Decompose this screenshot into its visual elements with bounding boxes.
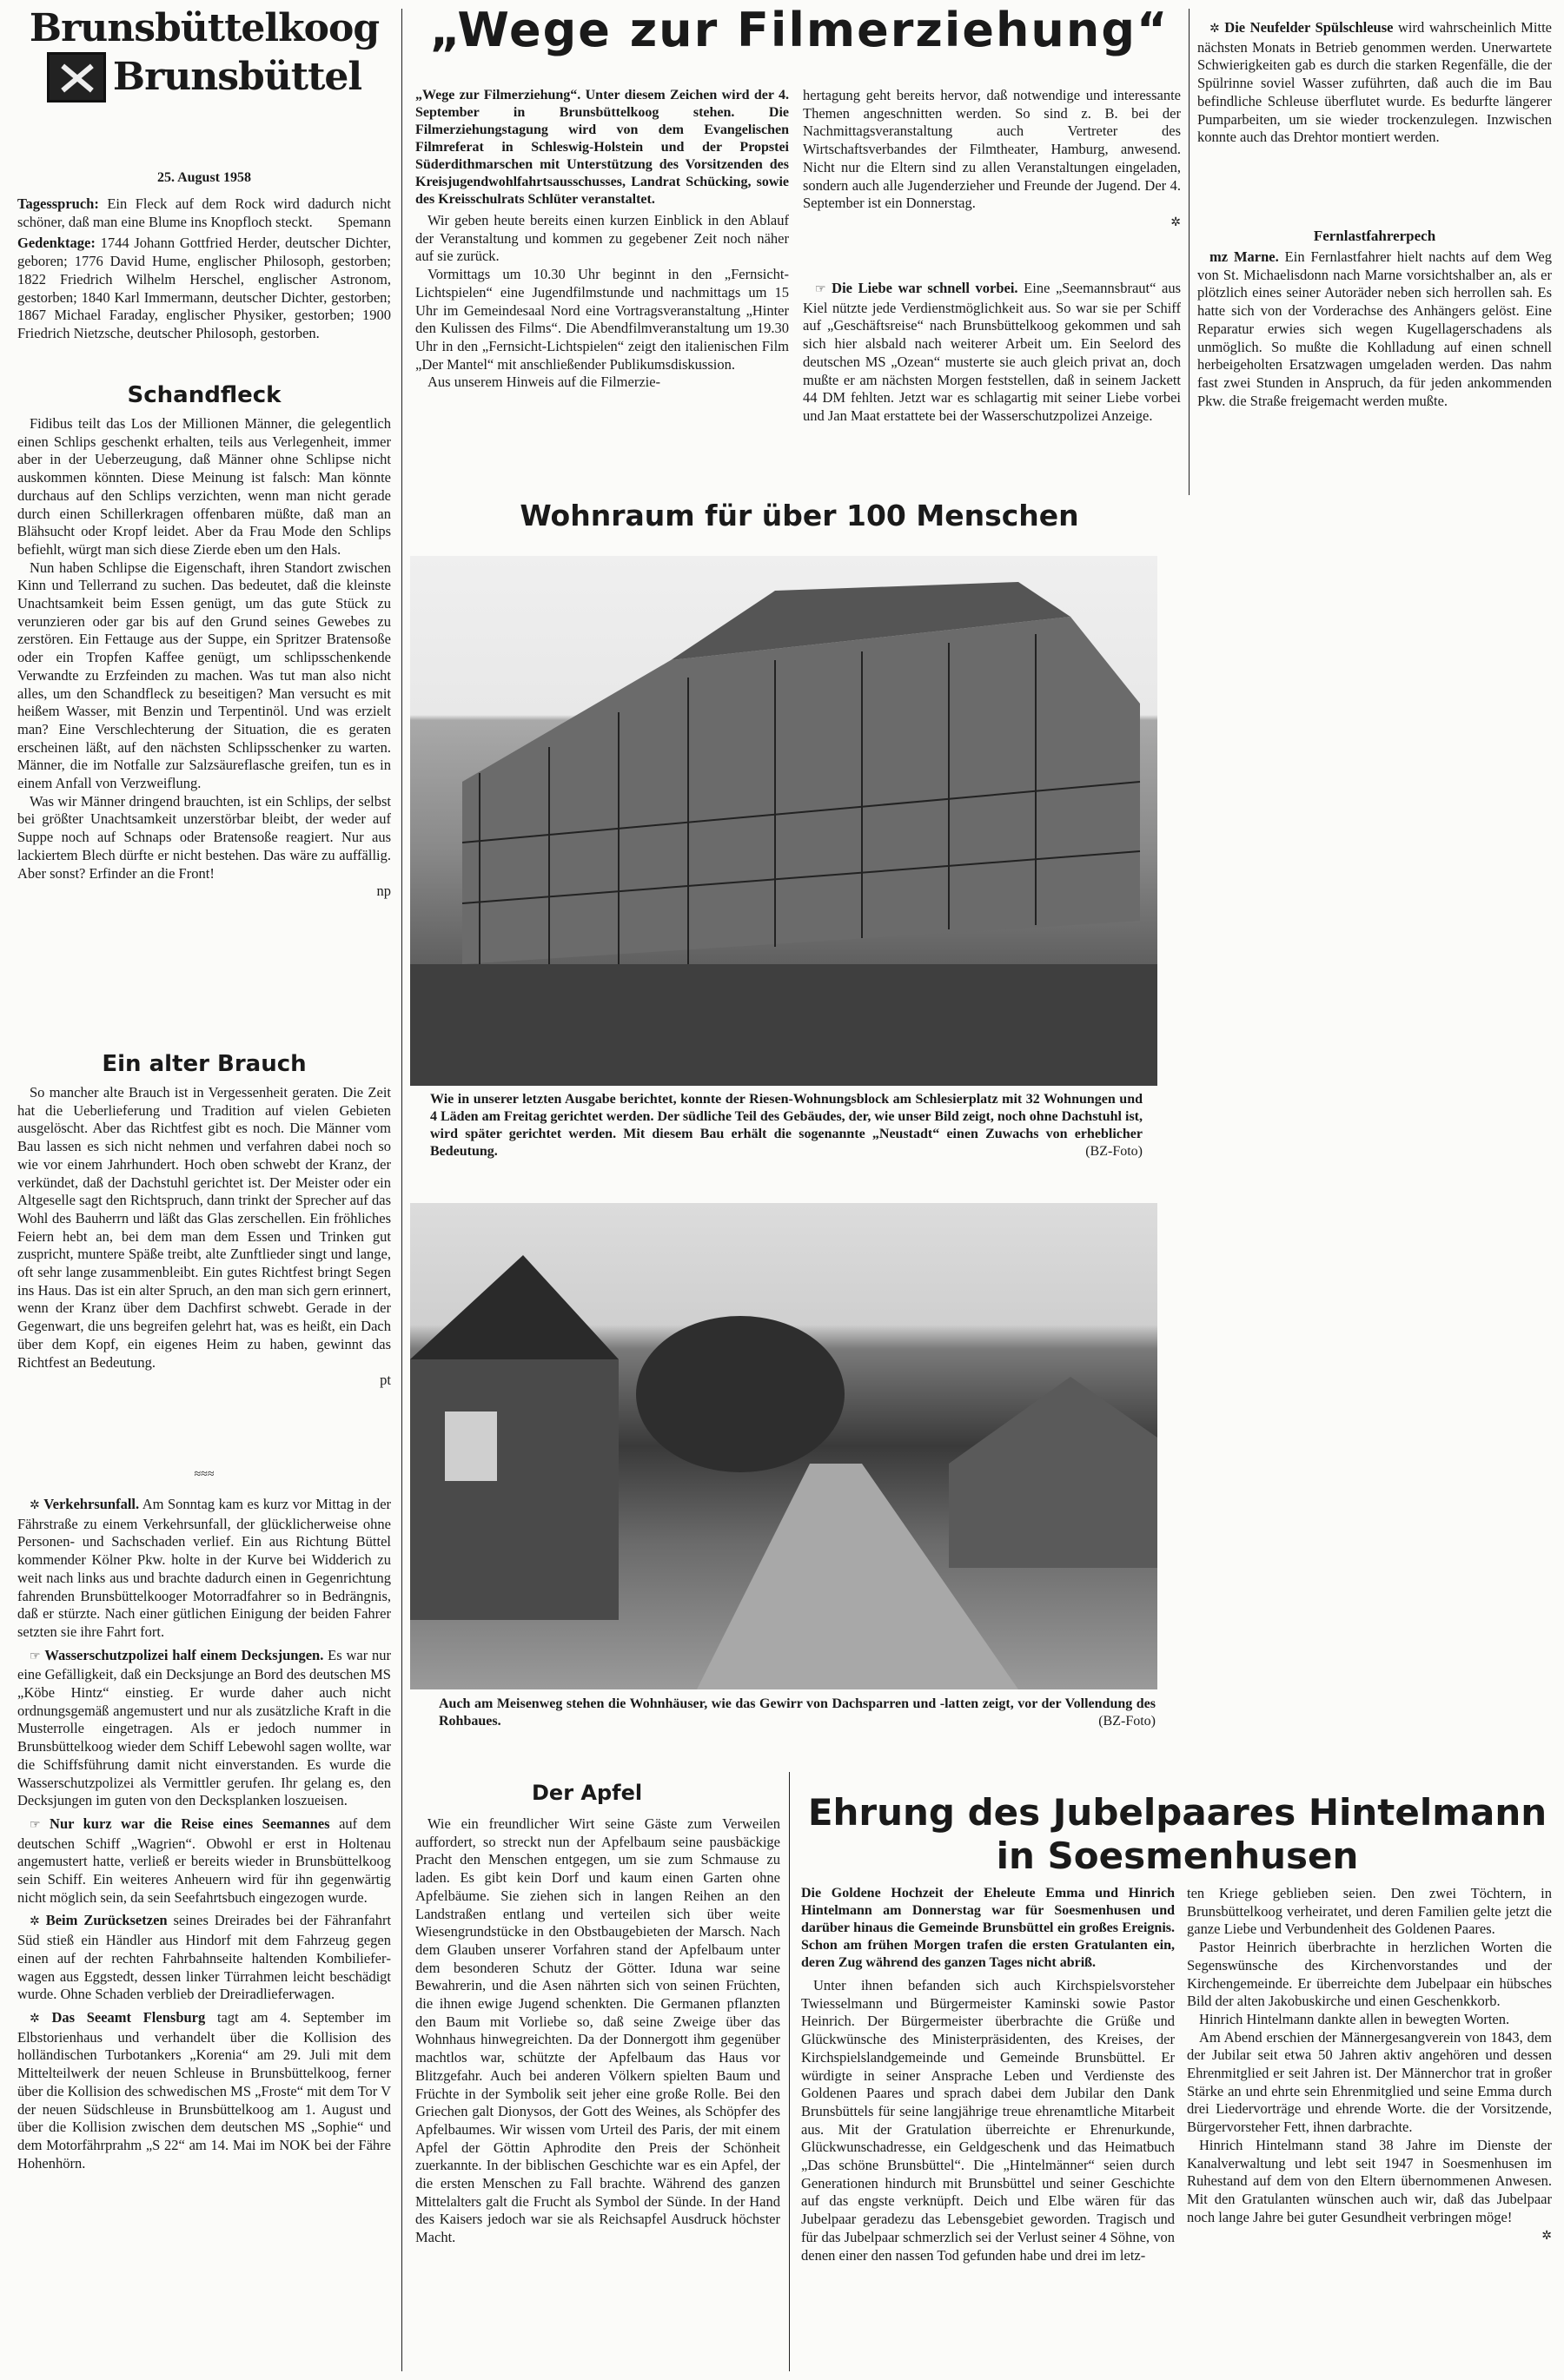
note-text: seines Dreirades bei der Fähranfahrt Süd stieß ein Händler aus Hindorf mit dem Fahrzeug gegen einen auf der rechten Fahrbahnseite haltenden Kombilieferwagen aus Eggstedt, dessen linker Türrahmen leicht beschädigt wurde. Ohne Schaden verblieb der Dreiradlieferwagen. <box>17 1912 391 2003</box>
wohnraum-title: Wohnraum für über 100 Menschen <box>520 499 1079 532</box>
fernlast-lead: mz Marne. <box>1209 248 1279 265</box>
brauch-title: Ein alter Brauch <box>102 1051 307 1077</box>
note-lead: Verkehrsunfall. <box>43 1496 140 1512</box>
ehrung-title-line1: Ehrung des Jubelpaares Hintelmann <box>807 1791 1547 1834</box>
photo2-caption <box>439 1696 1156 1730</box>
brauch-para: So mancher alte Brauch ist in Vergessenheit geraten. Die Zeit hat die Ueberlieferung und Tradition auf vielen Gebieten ausgelöscht. Aber das Richtfest gibt es noch. Die Männer vom Bau lassen es sich nicht nehmen und verfahren dabei noch so wie vor einem Jahrhundert. Hoch oben schwebt der Kranz, der verkündet, daß der Dachstuhl gerichtet ist. Der Meister oder ein Altgeselle sagt den Richtspruch, dann trinkt der Sprecher auf das Wohl des Bauherrn und läßt das Glas zerschellen. Ein fröhliches Feiern hebt an, bei dem man dem Essen und Trinken gut zuspricht, muntere Späße treibt, alte Zunftlieder singt und lange, oft sehr lange zusammenbleibt. Ein gutes Richtfest bringt Segen ins Haus. Das ist ein alter Spruch, an den man sich gern erinnert, wenn der Kranz über dem Dachfirst schwebt. Gerade in der Gegenwart, die uns begreifen gelehrt hat, was es heißt, ein Dach über dem Kopf, ein eigenes Heim zu haben, gewinnt das Richtfest an Bedeutung. <box>17 1084 391 1371</box>
ehrung-title-line2: in Soesmenhusen <box>996 1835 1359 1877</box>
apfel-text: Wie ein freundlicher Wirt seine Gäste zum Verweilen auffordert, so streckt nun der Apfelbaum seine pausbäckige Pracht den Menschen entgegen, um sie zum Schmause zu laden. Es gibt kein Dorf und kaum einen Garten ohne Apfelbäume. Sie ziehen sich in langen Reihen an den Landstraßen entlang und verteilen sich über weite Wiesengrundstücke in den Obstbaugebieten der Marsch. Nach dem Glauben unserer Vorfahren stand der Apfelbaum unter dem besonderen Schutz der Götter. Iduna war seine Bewahrerin, und die Asen nährten sich von seinen Früchten, die ihnen ewige Jugend schenkten. Die Germanen pflanzten den Baum mit Vorliebe so, daß seine Zweige über das Wohnhaus hinwegreichten. Da der Donnergott ihm gegenüber machtlos war, schützte der Apfelbaum das Haus vor Blitzgefahr. Auch bei anderen Völkern spielten Baum und Früchte in der Symbolik seit jeher eine große Rolle. Bei den Griechen galt Dionysos, der Gott des Weines, als Schöpfer des Apfelbaumes. Wir wissen vom Urteil des Paris, der mit einem Apfel der Göttin Aphrodite den Preis der Schönheit zuerkannte. In der biblischen Geschichte war es ein Apfel, der die ersten Menschen zu Fall brachte. Während des ganzen Mittelalters galt die Frucht als Symbol der Sünde. In der Hand des Kaisers jedoch war sie als Reichsapfel Ausdruck höchster Macht. <box>415 1815 780 2246</box>
ehrung-para: ten Kriege geblieben seien. Den zwei Töchtern, in Brunsbüttelkoog verheiratet, und deren Familien gelte jetzt die ganze Liebe und Verbundenheit des Goldenen Paares. <box>1187 1885 1552 1938</box>
gedenktage-text: 1744 Johann Gottfried Herder, deutscher Dichter, geboren; 1776 David Hume, englischer Philosoph, gestorben; 1822 Friedrich Wilhelm Herschel, englischer Astronom, gestorben; 1840 Karl Immermann, deutscher Dichter, gestorben; 1867 Michael Faraday, englischer Physiker, gestorben; 1900 Friedrich Nietzsche, deutscher Philosoph, gestorben. <box>17 235 391 341</box>
star-icon: ✲ <box>30 1499 40 1512</box>
pointing-hand-icon: ☞ <box>815 283 826 296</box>
street-illustration <box>410 1203 1157 1689</box>
star-icon: ✲ <box>1209 23 1220 36</box>
masthead-title <box>17 5 391 102</box>
photo-building-construction <box>410 556 1157 1086</box>
masthead-line1: Brunsbüttelkoog <box>29 6 380 50</box>
note-text: Am Sonntag kam es kurz vor Mittag in der Fährstraße zu einem Verkehrsunfall, der glücklicherweise ohne Personen- und Sachschaden verlief. Ein aus Richtung Büttel kommender Kölner Pkw. holte in der Kurve bei Widderich zu weit nach links aus und brachte dadurch einen in Gegenrichtung fahrenden Brunsbüttelkooger Motorradfahrer so in Bedrängnis, daß er stürzte. Nach einer gütlichen Einigung der beiden Fahrer setzten sie ihre Fahrt fort. <box>17 1496 391 1640</box>
ehrung-para: Am Abend erschien der Männergesangverein von 1843, dem der Jubilar seit etwa 50 Jahren aktiv angehören und dessen Ehrenmitglied er seit Jahren ist. Der Männerchor trat in großer Stärke an und ehrte sein Ehrenmitglied und seine Emma durch drei Liedervorträge und ehrende Worte. die der Vorsitzende, Bürgervorsteher Fett, ihnen darbrachte. <box>1187 2028 1552 2136</box>
fernlast-body <box>1197 248 1552 483</box>
film-para: Aus unserem Hinweis auf die Filmerzie- <box>427 374 661 391</box>
fernlast-text: Ein Fernlastfahrer hielt nachts auf dem Weg von St. Michaelisdonn nach Marne vorsichtshalber an, als er plötzlich eines seiner Autoräder neben sich herrollen sah. Es hatte sich von der Vorderachse des Anhängers gelöst. Eine Reparatur erwies sich wegen Kugellagerschadens als unmöglich. So mußte die Kohlladung auf einen schnell herbeigeholten Ersatzwagen umgeladen werden. Das nahm fast zwei Stunden in Anspruch, da für jeden ankommenden Pkw. die Straße freigemacht werden mußte. <box>1197 248 1552 409</box>
tagesspruch-author: Spemann <box>337 213 391 230</box>
ehrung-para: Unter ihnen befanden sich auch Kirchspielsvorsteher Twiesselmann und Bürgermeister Kaminski sowie Pastor Heinrich. Der Bürgermeister überbrachte die Grüße und Glückwünsche des Ministerpräsidenten, des Kreises, der Kirchspielslandgemeinde und Gemeinde Brunsbüttel. Er würdigte in seiner Ansprache Leben und Verdienste des Goldenen Paares und sprach dabei dem Jubilar den Dank Brunsbüttels für seine langjährige treue ehrenamtliche Mitarbeit aus. Mit der Gratulation überreichte er Ehrenurkunde, Glückwunschadresse, ein Geldgeschenk und das Heimatbuch „Das schöne Brunsbüttel“. Die „Hintelmänner“ seien durch Generationen hindurch mit Brunsbüttel und seiner Geschichte auf das engste verknüpft. Deich und Elbe wären für das Jubelpaar geradezu das Lebensgebiet geworden. Tragisch und für das Jubelpaar schmerzlich sei der Verlust seiner 4 Söhne, von denen einer den nassen Tod gefunden habe und drei im letz- <box>801 1977 1175 2264</box>
caption-text: Auch am Meisenweg stehen die Wohnhäuser, wie das Gewirr von Dachsparren und -latten zeigt, vor der Vollendung des Rohbaues. <box>439 1696 1156 1729</box>
tagesspruch-label: Tagesspruch: <box>17 195 99 212</box>
note-lead: Beim Zurücksetzen <box>45 1912 168 1929</box>
liebe-note <box>803 280 1181 484</box>
schandfleck-para: Fidibus teilt das Los der Millionen Männer, die gelegentlich einen Schlips geschenkt erhalten, teils aus Verlegenheit, immer aber in der Ueberzeugung, daß Männer ohne Schlipse nicht auskommen könnten. Diese Meinung ist falsch: Man könnte durchaus auf den Schlips verzichten, wenn man nicht gerade durch einen Schillerkragen offenbaren müßte, daß man an Blähsucht oder Kropf leidet. Aber da Frau Mode den Schlips befiehlt, würgt man sich diese Zierde eben um den Hals. <box>17 415 391 558</box>
note-lead: Das Seeamt Flensburg <box>51 2008 206 2026</box>
film-col2 <box>803 87 1181 252</box>
masthead-line2: Brunsbüttel <box>112 55 362 99</box>
schandfleck-sign: np <box>376 883 391 900</box>
gedenktage-label: Gedenktage: <box>17 235 96 252</box>
column-rule <box>1189 9 1190 495</box>
film-para: Vormittags um 10.30 Uhr beginnt in den „Fernsicht-Lichtspielen“ eine Jugendfilmstunde und nachmittags um 15 Uhr im Gemeindesaal Nord eine Vortragsveranstaltung „Hinter den Kulissen des Films“. Die Abendfilmveranstaltung um 19.30 Uhr in den „Fernsicht-Lichtspielen“ zeigt den italienischen Film „Der Mantel“ mit anschließender Publikumsdiskussion. <box>415 266 789 373</box>
ehrung-col1 <box>801 1885 1175 2371</box>
ehrung-para: Pastor Heinrich überbrachte in herzlichen Worten die Segenswünsche des Kirchenvorstandes und der Kirchengemeinde. Er überreichte dem Jubelpaar ein hübsches Bild der alten Jakobuskirche und einen Geschenkkorb. <box>1187 1939 1552 2010</box>
separator-mark: ≈≈≈ <box>194 1468 215 1481</box>
ehrung-lead: Die Goldene Hochzeit der Eheleute Emma und Hinrich Hintelmann am Donnerstag war für Soesmenhusen und darüber hinaus die Gemeinde Brunsbüttel ein großes Ereignis. Schon am frühen Morgen trafen die ersten Gratulanten ein, deren Zug während des ganzen Tages nicht abriß. <box>801 1886 1175 1970</box>
schandfleck-para: Nun haben Schlipse die Eigenschaft, ihren Standort zwischen Kinn und Tellerrand zu suchen. Das bedeutet, daß die kleinste Unachtsamkeit beim Essen genügt, um das gute Stück zu verunzieren oder gar bis auf den Grund seines Gewebes zu zerstören. Ein Fettauge aus der Suppe, ein Spritzer Bratensoße oder ein Tropfen Kaffee genügt, um schlipsschenkende Verwandte zu Erzfeinden zu machen. Was tut man also nicht alles, um den Schandfleck zu beseitigen? Man versucht es mit heißem Wasser, mit Benzin und Terpentinöl. Und was erzielt man? Eine Verschlechterung der Situation, die es geraten erscheinen läßt, auf den nächsten Schlipsschenker zu warten. Männer, die im Notfalle zur Salzsäureflasche greifen, tun es in einem Anfall von Verzweiflung. <box>17 559 391 792</box>
photo-street-houses <box>410 1203 1157 1689</box>
note-lead: Nur kurz war die Reise eines Seemannes <box>50 1815 330 1832</box>
apfel-body <box>415 1815 780 2371</box>
ehrung-col2 <box>1187 1885 1552 2371</box>
star-icon: ✲ <box>30 1915 40 1929</box>
pointing-hand-icon: ☞ <box>30 1649 41 1663</box>
ehrung-para: Hinrich Hintelmann stand 38 Jahre im Dienste der Kanalverwaltung und lebt seit 1947 in Soesmenhusen im Ruhestand auf dem von den Eltern übernommenen Anwesen. Mit den Gratulanten wünschen auch wir, daß das Jubelpaar noch lange Jahre bei guter Gesundheit verbringen möge! <box>1187 2136 1552 2225</box>
schandfleck-body <box>17 415 391 1049</box>
apfel-title: Der Apfel <box>532 1781 643 1805</box>
schandfleck-para: Was wir Männer dringend brauchten, ist ein Schlips, der selbst bei größter Unachtsamkeit unzerstörbar bleibt, der weder auf Suppe noch auf Schnaps oder Bratensoße reagiert. Nur aus lackiertem Blech dürfte er nicht bestehen. Das wäre zu auffällig. Aber sonst? Erfinder an die Front! <box>17 792 391 882</box>
star-icon: ✲ <box>1541 2230 1552 2244</box>
film-continuation: hertagung geht bereits hervor, daß notwendige und interessante Themen angeschnitten werden. So sind z. B. bei der Nachmittagsveranstaltung auch Vertreter des Wirtschaftsverbandes der Filmtheater, Hamburg, anwesend. Nicht nur die Eltern sind zu allen Veranstaltungen eingeladen, sondern auch alle Jugenderzieher und Freunde der Jugend. Der 4. September ist ein Donnerstag. <box>803 87 1181 212</box>
left-notes <box>17 1491 391 2368</box>
column-rule <box>401 9 402 2371</box>
pointing-hand-icon: ☞ <box>30 1818 41 1832</box>
column-rule <box>789 1772 790 2371</box>
star-icon: ✲ <box>30 2012 40 2026</box>
caption-text: Wie in unserer letzten Ausgabe berichtet, konnte der Riesen-Wohnungsblock am Schlesierplatz mit 32 Wohnungen und 4 Läden am Freitag gerichtet werden. Der südliche Teil des Gebäudes, der, wie unser Bild zeigt, noch ohne Dachstuhl ist, wird später gerichtet werden. Mit diesem Bau erhält die sogenannte „Neustadt“ einen Zuwachs von erheblicher Bedeutung. <box>430 1092 1143 1159</box>
note-text: tagt am 4. September im Elbstorienhaus und verhandelt über die Kollision des holländischen Turbotankers „Korenia“ am 29. Juli mit dem Mittelteilwerk der neuen Schleuse in Brunsbüttelkoog, ferner über die Kollision des schwedischen MS „Froste“ mit dem Tor V der neuen Südschleuse in Brunsbüttelkoog am 1. August und über die Kollision zwischen dem deutschen MS „Sophie“ und dem Motorfährprahm „S 22“ am 14. Mai im NOK bei der Fähre Hohenhörn. <box>17 2008 391 2172</box>
photo-credit: (BZ-Foto) <box>1098 1714 1156 1729</box>
spuel-note <box>1197 19 1552 202</box>
brauch-sign: pt <box>380 1372 391 1389</box>
photo-credit: (BZ-Foto) <box>1085 1144 1143 1159</box>
schandfleck-title: Schandfleck <box>127 382 282 408</box>
star-icon: ✲ <box>1170 215 1181 229</box>
note-lead: Wasserschutzpolizei half einem Decksjungen. <box>44 1646 324 1663</box>
left-intro <box>17 195 391 378</box>
note-text: auf dem deutschen Schiff „Wagrien“. Obwohl er erst in Holtenau angemustert hatte, verließ er bereits wieder in Brunsbüttelkoog sein Schiff. Ein weiteres Anheuern wird für ihn gegenwärtig nicht möglich sein, da sein Seefahrtsbuch eingezogen wurde. <box>17 1815 391 1906</box>
ehrung-para: Hinrich Hintelmann dankte allen in bewegten Worten. <box>1199 2010 1510 2027</box>
coat-of-arms-icon <box>47 52 106 102</box>
issue-date: 25. August 1958 <box>156 170 252 185</box>
film-title: „Wege zur Filmerziehung“ <box>429 3 1170 57</box>
film-col1 <box>415 87 789 482</box>
ehrung-title <box>795 1791 1560 1878</box>
brauch-body <box>17 1084 391 1466</box>
note-lead: Die Neufelder Spülschleuse <box>1224 19 1394 36</box>
film-para: Wir geben heute bereits einen kurzen Einblick in den Ablauf der Veranstaltung und kommen zu gegebener Zeit noch näher auf sie zurück. <box>415 212 789 265</box>
note-text: wird wahrscheinlich Mitte nächsten Monats in Betrieb genommen werden. Unerwartete Schwierigkeiten gab es durch die starken Regenfälle, die der Spülrinne soviel Wasser zuführten, daß auch die im Bau befindliche Schleuse überflutet wurde. Es bedurfte längerer Pumparbeiten, um sie wieder trockenzulegen. Inzwischen konnte auch das Drehtor montiert werden. <box>1197 19 1552 146</box>
fernlast-title: Fernlastfahrerpech <box>1313 228 1436 244</box>
note-text: Eine „Seemannsbraut“ aus Kiel nützte jede Verdienstmöglichkeit aus. So war sie per Schiff auf „Geschäftsreise“ nach Brunsbüttelkoog gekommen und sah sich hier alsbald nach weiterer Arbeit um. Ein Seelord des deutschen MS „Ozean“ musterte sie auch gleich privat an, doch mußte er am nächsten Morgen feststellen, daß in seinem Jackett 44 DM fehlten. Jetzt war es schlagartig mit seiner Liebe vorbei und Jan Maat erstattete bei der Wasserschutzpolizei Anzeige. <box>803 280 1181 424</box>
scaffold-illustration <box>410 556 1157 1086</box>
note-lead: Die Liebe war schnell vorbei. <box>832 280 1018 296</box>
tagesspruch-text: Ein Fleck auf dem Rock wird dadurch nicht schöner, daß man eine Blume ins Knopfloch steckt. <box>17 195 391 230</box>
film-lead: „Wege zur Filmerziehung“. Unter diesem Zeichen wird der 4. September in Brunsbüttelkoog stehen. Die Filmerziehungstagung wird von dem Evangelischen Filmreferat in Schleswig-Holstein und der Propstei Süderdithmarschen mit Unterstützung des Vorsitzenden des Kreisjugendwohlfahrtsausschusses, Landrat Schücking, sowie des Kreisschulrats Schlüter veranstaltet. <box>415 88 789 207</box>
note-text: Es war nur eine Gefälligkeit, daß ein Decksjunge an Bord des deutschen MS „Köbe Hintz“ einstieg. Er wurde daher auch nicht ordnungsgemäß angemustert und nur als zusätzliche Kraft in die Musterrolle eingetragen. Als er jedoch nummer in Brunsbüttelkoog wieder dem Schiff Lebewohl sagen wollte, war die Schiffsführung damit nicht einverstanden. Es wurde die Wasserschutzpolizei als Vermittler gerufen. Ihr gelang es, den Decksjungen im guten von den Decksplanken loszueisen. <box>17 1646 391 1809</box>
photo1-caption <box>430 1091 1143 1160</box>
